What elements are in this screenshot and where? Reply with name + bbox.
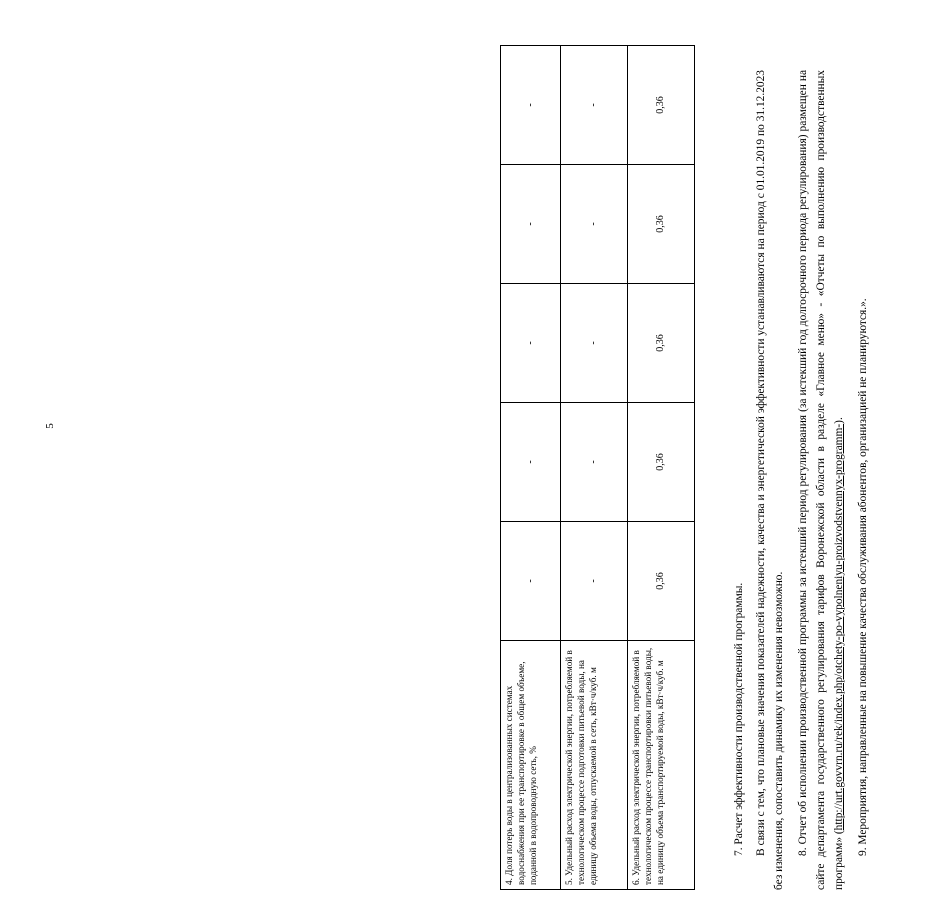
section-7-paragraph: В связи с тем, что плановые значения показателей надежности, качества и энергетической эффективности устанавливаются на период с 01.01.2019 по 31.12.2023 без изменения, сопоставить динамику их изменения невозможно. — [755, 70, 785, 890]
row-value: - — [561, 165, 628, 284]
row-value: 0,36 — [628, 284, 695, 403]
row-value: - — [561, 522, 628, 641]
table-row — [561, 46, 628, 890]
section-7-heading: 7. Расчет эффективности производственной программы. — [733, 582, 745, 856]
row-value: - — [561, 403, 628, 522]
row-value: - — [501, 165, 561, 284]
section-8-paragraph — [794, 70, 848, 890]
row-value: - — [561, 284, 628, 403]
table-row — [628, 46, 695, 890]
section-9-paragraph: 9. Мероприятия, направленные на повышение качества обслуживания абонентов, организацией не планируются.». — [857, 298, 869, 856]
row-value: - — [501, 522, 561, 641]
page-number: 5 — [44, 423, 56, 429]
row-value: 0,36 — [628, 46, 695, 165]
row-value: - — [501, 284, 561, 403]
row-label: 6. Удельный расход электрической энергии, потребляемой в технологическом процессе транспортировки питьевой воды, на единицу объема транспортируемой воды, кВт·ч/куб. м — [628, 641, 695, 890]
row-value: 0,36 — [628, 165, 695, 284]
row-value: 0,36 — [628, 403, 695, 522]
section-8-text-end: ). — [833, 417, 845, 424]
row-label: 4. Доля потерь воды в централизованных системах водоснабжения при ее транспортировке в общем объеме, поданной в водопроводную сеть, % — [501, 641, 561, 890]
row-value: - — [501, 403, 561, 522]
row-value: 0,36 — [628, 522, 695, 641]
table-row — [501, 46, 561, 890]
row-value: - — [561, 46, 628, 165]
section-8-text: 8. Отчет об исполнении производственной программы за истекший период регулирования (за истекший год долгосрочного периода регулирования) размещен на сайте департамента государственного регулирования тарифов Воронежской области в разделе «Главное меню» - «Отчеты по выполнению производственных программ» ( — [797, 70, 845, 890]
indicators-table — [500, 45, 695, 890]
report-link[interactable]: http://urt.govvrn.ru/rek/index.php/otchety-po-vypolneniyu-proizvodstvennyx-programm- — [833, 423, 845, 831]
rotated-content — [500, 70, 940, 890]
body-text — [730, 70, 878, 890]
row-label: 5. Удельный расход электрической энергии, потребляемой в технологическом процессе подготовки питьевой воды, на единицу объема воды, отпускаемой в сеть, кВт·ч/куб. м — [561, 641, 628, 890]
row-value: - — [501, 46, 561, 165]
